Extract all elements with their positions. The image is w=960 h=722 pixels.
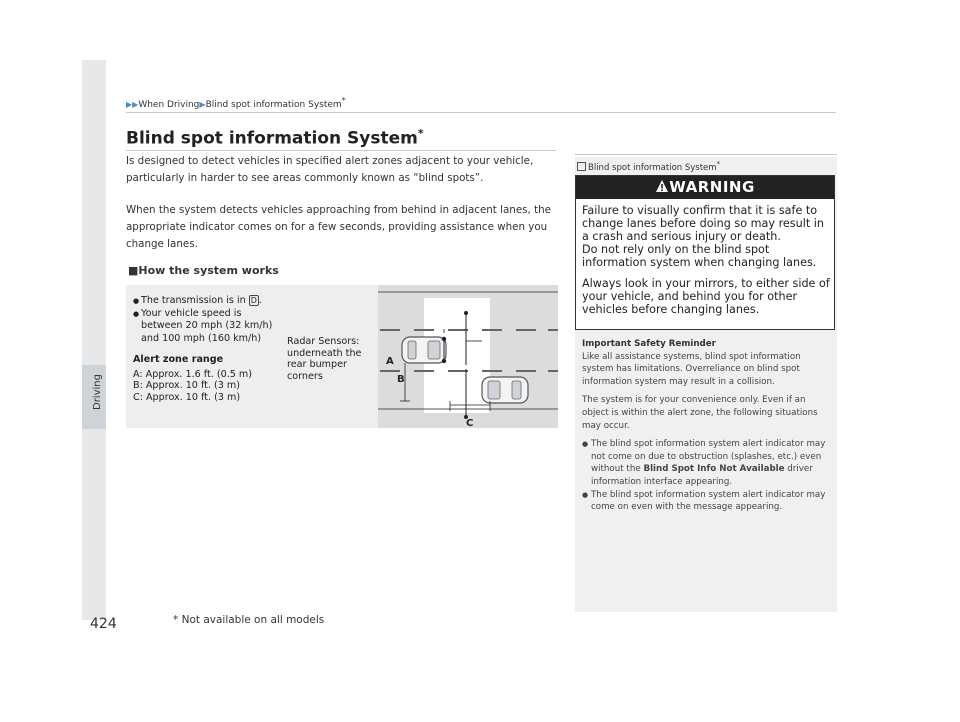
warning-paragraph-1 <box>582 204 830 269</box>
warning-line-1: Failure to visually confirm that it is safe to change lanes before doing so may result in a crash and serious injury or death. <box>582 204 824 243</box>
alert-zone-range <box>133 354 283 403</box>
page-title <box>126 127 424 149</box>
dimension-c-letter: C <box>466 418 474 429</box>
reference-box-icon <box>577 162 586 171</box>
blind-spot-diagram <box>378 285 558 428</box>
convenience-text: The system is for your convenience only. Even if an object is within the alert zone, the following situations may occur. <box>582 395 818 431</box>
page-title-text: Blind spot information System <box>126 128 418 149</box>
warning-triangle-icon <box>655 179 669 193</box>
condition-transmission-text: The transmission is in <box>141 295 249 306</box>
sidebar-body <box>582 338 832 514</box>
own-car-icon <box>402 337 446 363</box>
condition-speed: ● Your vehicle speed is between 20 mph (32 km/h) and 100 mph (160 km/h) <box>133 308 283 346</box>
radar-sensors-label: Radar Sensors: underneath the rear bumper corners <box>287 336 362 382</box>
breadcrumb <box>126 96 345 110</box>
intro-paragraph-1: Is designed to detect vehicles in specified alert zones adjacent to your vehicle, particularly in harder to see areas commonly known as “blind spots”. <box>126 155 534 184</box>
breadcrumb-level2: Blind spot information System <box>205 100 342 110</box>
bullet-1-text-end: driver information interface appearing. <box>591 464 813 487</box>
breadcrumb-arrow-icon: ▶ <box>199 100 206 109</box>
breadcrumb-star: * <box>341 96 346 105</box>
page-title-star: * <box>417 127 424 140</box>
sidebar-bullet-2: ● The blind spot information system alert indicator may come on even with the message appearing. <box>582 489 832 514</box>
bullet-1-message: Blind Spot Info Not Available <box>643 464 785 475</box>
gear-d-icon: D <box>250 296 257 305</box>
warning-header <box>576 176 834 199</box>
dimension-b-letter: B <box>397 374 405 385</box>
alert-zone-upper-top-dot <box>464 311 468 315</box>
warning-paragraph-2: Always look in your mirrors, to either side of your vehicle, and behind you for other vehicles before changing lanes. <box>582 277 830 316</box>
zone-c-value: C: Approx. 10 ft. (3 m) <box>133 391 241 403</box>
condition-transmission <box>133 295 283 308</box>
zone-a-value: A: Approx. 1.6 ft. (0.5 m) <box>133 368 253 380</box>
sidebar-reference-star: * <box>716 159 721 168</box>
chapter-tab-strip <box>82 60 106 620</box>
breadcrumb-arrows-icon: ▶▶ <box>126 100 139 109</box>
sidebar-reference <box>577 159 720 173</box>
figure-conditions <box>133 295 283 345</box>
dimension-a-letter: A <box>386 356 394 367</box>
condition-transmission-end: . <box>258 295 262 306</box>
footnote: * Not available on all models <box>173 614 325 626</box>
zone-b-value: B: Approx. 10 ft. (3 m) <box>133 380 241 391</box>
intro-paragraph-2: When the system detects vehicles approaching from behind in adjacent lanes, the appropriate indicator comes on for a few seconds, providing assistance when you change lanes. <box>126 204 551 250</box>
sidebar-reference-text: Blind spot information System <box>588 162 717 173</box>
chapter-label: Driving <box>92 374 103 410</box>
approaching-car-icon <box>482 377 528 403</box>
section-subheading: ■How the system works <box>128 264 279 277</box>
page-number: 424 <box>90 616 117 632</box>
warning-text <box>582 204 830 324</box>
sidebar-bullet-1 <box>582 438 832 488</box>
alert-zone-range-label: Alert zone range <box>133 354 224 365</box>
safety-reminder-heading: Important Safety Reminder <box>582 339 716 349</box>
safety-reminder-text: Like all assistance systems, blind spot information system has limitations. Overreliance on blind spot information system may result in a collision. <box>582 351 801 387</box>
title-rule <box>126 150 556 151</box>
warning-title: WARNING <box>669 178 755 196</box>
sidebar-rule <box>575 154 837 155</box>
bullet-1-text: The blind spot information system alert indicator may not come on due to obstruction (splashes, etc.) even without the <box>591 439 826 475</box>
warning-line-2: Do not rely only on the blind spot information system when changing lanes. <box>582 243 817 269</box>
header-rule <box>126 112 836 113</box>
breadcrumb-level1: When Driving <box>138 100 200 110</box>
